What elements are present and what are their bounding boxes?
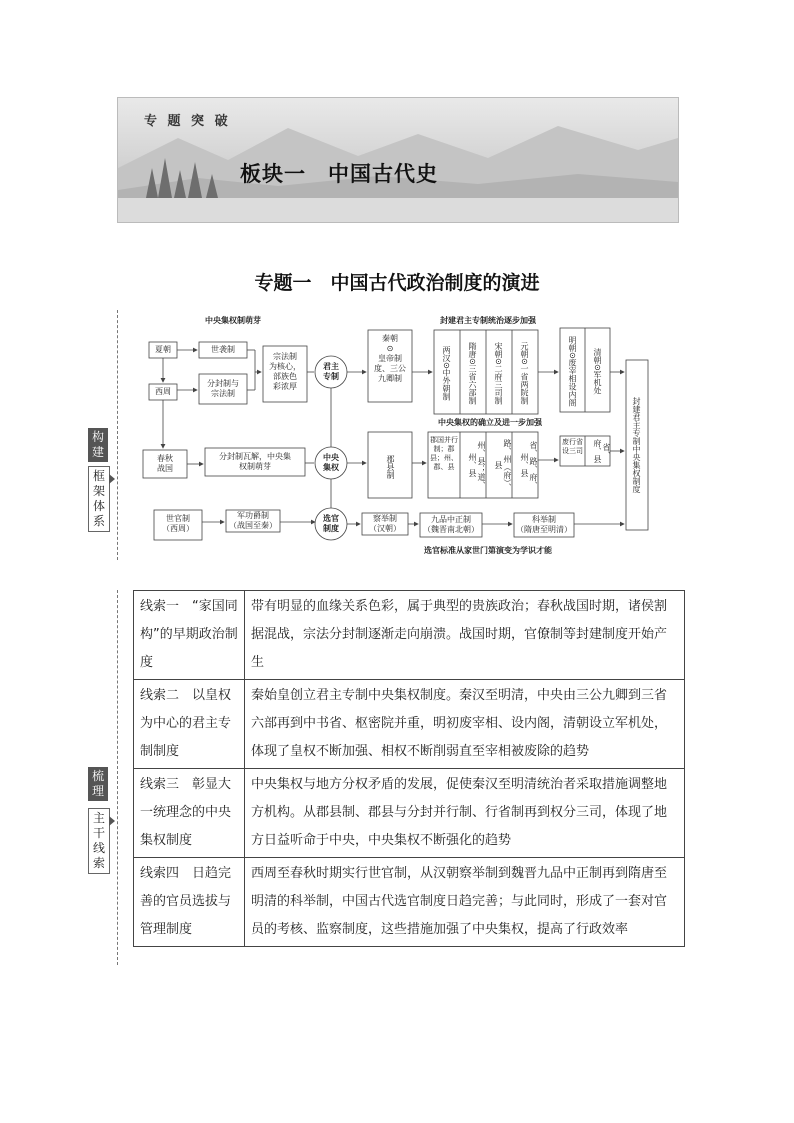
node-qing: 清朝⊙军机处 (593, 347, 602, 395)
node-jungong: 军功爵制 （战国至秦） (229, 511, 277, 530)
node-three-offices: 废行省设三司 (562, 438, 583, 455)
table-row (134, 769, 685, 858)
clue-key: 线索二 以皇权为中心的君主专制制度 (134, 680, 245, 769)
pointer-arrow-icon (109, 474, 115, 484)
node-zhou-jun: 州、县；道、州、县 (468, 441, 486, 489)
label-early-centralization: 中央集权制萌芽 (205, 316, 261, 325)
clue-text: 带有明显的血缘关系色彩，属于典型的贵族政治；春秋战国时期，诸侯割据混战，宗法分封制逐渐走向崩溃。战国时期，官僚制等封建制度开始产生 (245, 591, 685, 680)
node-clan-system: 宗法制 为核心， 部族色 彩浓厚 (269, 352, 301, 391)
node-ming: 明朝⊙废宰相设内阁 (568, 335, 577, 407)
node-qin: 秦朝 ⊙ 皇帝制 度、三公 九卿制 (374, 334, 406, 383)
node-xing-sheng: 省、路、府、州、县 (520, 441, 538, 489)
node-chaju: 察举制 （汉朝） (369, 514, 401, 533)
node-enfeoffment: 分封制与 宗法制 (207, 379, 239, 398)
banner-tag: 专 题 突 破 (144, 114, 231, 129)
side-label-sort: 梳 理 (88, 767, 108, 801)
table-row (134, 858, 685, 947)
node-sui-tang: 隋唐⊙三省六部制 (468, 341, 477, 405)
chapter-title: 专题一 中国古代政治制度的演进 (254, 272, 540, 294)
side-label-main-clues: 主 干 线 索 (88, 808, 110, 874)
circle-autocracy: 君主 专制 (323, 362, 339, 381)
node-sheng-fu: 省、府、县 (593, 439, 611, 463)
node-song: 宋朝⊙二府三司制 (494, 341, 503, 405)
node-final-system: 封建君主专制中央集权制度 (632, 397, 641, 493)
node-hereditary: 世袭制 (211, 345, 235, 354)
node-jiupin: 九品中正制 （魏晋南北朝） (423, 515, 479, 534)
pointer-arrow-icon (109, 816, 115, 826)
clue-key: 线索四 日趋完善的官员选拔与管理制度 (134, 858, 245, 947)
section-divider-line (117, 590, 118, 965)
clue-key: 线索三 彰显大一统理念的中央集权制度 (134, 769, 245, 858)
clue-text: 中央集权与地方分权矛盾的发展，促使秦汉至明清统治者采取措施调整地方机构。从郡县制、郡县与分封并行制、行省制再到权分三司，体现了地方日益听命于中央，中央集权不断强化的趋势 (245, 769, 685, 858)
node-xizhou: 西周 (155, 387, 171, 396)
side-label-build: 构 建 (88, 428, 108, 462)
table-row (134, 680, 685, 769)
node-yuan: 元朝⊙一省两院制 (520, 341, 529, 405)
clue-text: 秦始皇创立君主专制中央集权制度。秦汉至明清，中央由三公九卿到三省六部再到中书省、枢密院并重，明初废宰相、设内阁，清朝设立军机处，体现了皇权不断加强、相权不断削弱直至宰相被废除的趋势 (245, 680, 685, 769)
node-junguo: 郡国并行制；郡县；州、郡、县 (430, 436, 458, 471)
table-row (134, 591, 685, 680)
label-official-selection-trend: 选官标准从家世门第演变为学识才能 (424, 546, 552, 555)
node-keju: 科举制 （隋唐至明清） (516, 515, 572, 534)
clue-key: 线索一 “家国同构”的早期政治制度 (134, 591, 245, 680)
clue-text: 西周至春秋时期实行世官制，从汉朝察举制到魏晋九品中正制再到隋唐至明清的科举制，中国古代选官制度日趋完善；与此同时，形成了一套对官员的考核、监察制度，这些措施加强了中央集权，提高了行政效率 (245, 858, 685, 947)
side-label-framework: 框 架 体 系 (88, 466, 110, 532)
section-divider-line (117, 310, 118, 560)
node-shiguan: 世官制 （西周） (162, 514, 194, 533)
framework-diagram (138, 310, 650, 560)
circle-official-selection: 选官 制度 (323, 514, 339, 533)
main-clues-table (133, 590, 685, 947)
node-chunqiu: 春秋 战国 (157, 454, 173, 473)
label-autocracy-strengthening: 封建君主专制统治逐步加强 (440, 316, 536, 325)
circle-centralization: 中央 集权 (323, 453, 339, 472)
node-xia: 夏朝 (155, 345, 171, 354)
header-banner (117, 97, 679, 223)
node-han: 两汉⊙中外朝制 (442, 345, 451, 401)
node-lu-zhou: 路、州（府）、县 (494, 439, 512, 491)
label-centralization-established: 中央集权的确立及进一步加强 (438, 418, 542, 427)
node-junxian: 郡县制 (386, 455, 395, 479)
node-enfeoffment-collapse: 分封制瓦解，中央集 权制萌芽 (219, 452, 291, 471)
banner-title: 板块一 中国古代史 (240, 162, 438, 186)
